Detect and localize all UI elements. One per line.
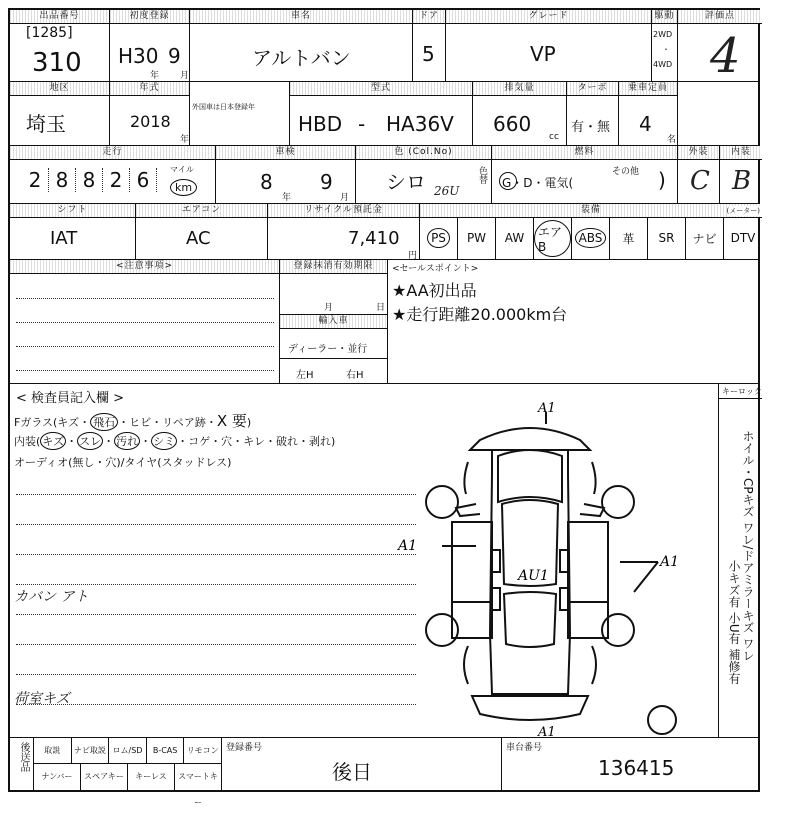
header-shaken: 車検 xyxy=(216,146,355,160)
cell-notes xyxy=(10,260,280,383)
odometer-digit: 8 xyxy=(76,168,103,192)
header-key-lock: キーロック xyxy=(722,387,762,396)
cell-interior xyxy=(720,146,762,203)
displacement: 660 xyxy=(493,112,532,136)
cell-fuel xyxy=(492,146,678,203)
header-first-reg: 初度登録 xyxy=(110,10,189,24)
header-aircon: エアコン xyxy=(136,204,267,218)
equipment-label: エアB xyxy=(534,220,571,257)
reg-no-value: 後日 xyxy=(332,760,372,784)
reg-month: 月 xyxy=(324,303,334,313)
odometer-digit: 6 xyxy=(130,168,157,192)
fuel-options: G・D・電気( xyxy=(502,176,574,190)
equipment-item xyxy=(648,217,686,259)
equipment-label: AW xyxy=(504,231,525,245)
shaken-month: 9 xyxy=(320,170,333,194)
cell-doors xyxy=(413,10,446,81)
score-value: 4 xyxy=(710,28,741,84)
month-unit: 月 xyxy=(180,71,190,81)
header-interior: 内装 xyxy=(720,146,762,160)
seats-unit: 名 xyxy=(667,135,677,145)
row-inspector xyxy=(10,384,762,738)
cell-first-reg xyxy=(110,10,190,81)
aircon: AC xyxy=(186,228,211,249)
seats: 4 xyxy=(639,112,652,136)
car-diagram xyxy=(380,384,680,738)
odometer xyxy=(22,168,157,194)
side-note-2: 小キズ有 小U有 補修有 xyxy=(727,560,741,685)
cell-exterior xyxy=(678,146,720,203)
lot-bracket: [1285] xyxy=(26,25,73,41)
side-note-1: ホイル・CPキズ ワレ/ドアミラーキズ ワレ xyxy=(741,430,755,662)
hand-note-2: 荷室キズ xyxy=(14,691,70,707)
mark-left: A1 xyxy=(398,538,418,554)
drive-2wd: 2WD xyxy=(653,30,673,39)
drive-4wd: 4WD xyxy=(653,60,673,69)
cell-lot xyxy=(10,10,110,81)
recycle-value: 7,410 xyxy=(348,228,400,249)
turbo: 有・無 xyxy=(571,120,611,135)
row-vehicle xyxy=(10,10,758,82)
accessory-label: リモコン xyxy=(184,738,222,764)
cell-region xyxy=(10,82,110,145)
shaken-month-unit: 月 xyxy=(340,193,350,203)
color-name: シロ xyxy=(386,170,426,194)
interior-grade: B xyxy=(732,166,752,196)
year-unit: 年 xyxy=(150,71,160,81)
header-fuel: 燃料 xyxy=(492,146,677,160)
grade: VP xyxy=(530,42,556,66)
header-region: 地区 xyxy=(10,82,109,96)
reg-day: 日 xyxy=(376,303,386,313)
header-inspector: < 検査員記入欄 > xyxy=(16,391,125,406)
header-notes: <注意事項> xyxy=(10,260,279,274)
mark-rear: A1 xyxy=(538,725,556,738)
equipment-item xyxy=(458,217,496,259)
import-right-hand: 右H xyxy=(346,370,364,381)
mark-right: A1 xyxy=(660,554,680,570)
equipment-label: ABS xyxy=(575,228,607,248)
cell-displacement xyxy=(473,82,567,145)
header-exterior: 外装 xyxy=(678,146,719,160)
accessory-label: ナビ取説 xyxy=(72,738,110,764)
shift: IAT xyxy=(50,228,78,249)
equipment-label: PS xyxy=(427,228,450,248)
header-import: 輸入車 xyxy=(280,315,387,329)
import-dealer: ディーラー・並行 xyxy=(288,344,368,355)
header-seats: 乗車定員 xyxy=(619,82,677,96)
model-prefix: HBD xyxy=(298,112,343,136)
header-turbo: ターボ xyxy=(567,82,618,96)
recycle-unit: 円 xyxy=(408,251,418,261)
fuel-close: ) xyxy=(658,168,666,192)
cell-grade xyxy=(446,10,652,81)
equipment-item xyxy=(610,217,648,259)
accessory-label: ロム/SD xyxy=(109,738,147,764)
equipment-label: DTV xyxy=(730,231,756,245)
first-reg-month: 9 xyxy=(168,44,181,68)
accessory-label: 取説 xyxy=(34,738,72,764)
key-lock-column xyxy=(718,384,762,737)
sales-point-1: ★AA初出品 xyxy=(392,281,477,300)
cell-chassis-no xyxy=(502,738,762,790)
cell-equipment xyxy=(420,204,762,259)
cell-reg-expiry xyxy=(280,260,388,383)
import-left-hand: 左H xyxy=(296,370,314,381)
header-drive: 駆動 xyxy=(652,10,677,24)
equipment-item xyxy=(534,217,572,259)
cell-color xyxy=(356,146,492,203)
header-mileage: 走行 xyxy=(10,146,215,160)
exterior-grade: C xyxy=(690,166,710,196)
cell-year xyxy=(110,82,190,145)
color-change: 色替 xyxy=(477,166,487,184)
meter-label: (メーター) xyxy=(726,207,760,215)
mark-front: A1 xyxy=(538,401,556,416)
header-score: 評価点 xyxy=(678,10,762,24)
header-year: 年式 xyxy=(110,82,189,96)
header-shift: シフト xyxy=(10,204,135,218)
lot-number: 310 xyxy=(32,48,82,78)
cell-seats xyxy=(619,82,678,145)
row-equipment xyxy=(10,204,758,260)
header-recycle: リサイクル預託金 xyxy=(268,204,419,218)
auction-sheet xyxy=(8,8,762,807)
header-color: 色 (Col.No) xyxy=(356,146,491,160)
header-reg-no: 登録番号 xyxy=(226,743,263,753)
equipment-list xyxy=(420,217,762,259)
accessory-label: スマートキー xyxy=(175,764,222,790)
accessory-label: ナンバー xyxy=(34,764,81,790)
header-lot-no: 出品番号 xyxy=(10,10,109,24)
cell-recycle xyxy=(268,204,420,259)
year: 2018 xyxy=(130,112,171,131)
equipment-label: 革 xyxy=(622,231,635,246)
mark-center: AU1 xyxy=(518,568,549,584)
bottom-labels xyxy=(34,738,222,807)
drive-dot: ・ xyxy=(662,45,670,54)
year-unit-2: 年 xyxy=(180,135,190,145)
cell-model-type xyxy=(290,82,473,145)
region: 埼玉 xyxy=(26,112,66,136)
cell-model-name xyxy=(190,10,413,81)
header-grade: グレード xyxy=(446,10,651,24)
hand-note-1: カバン アト xyxy=(14,589,89,605)
accessory-label: スペアキー xyxy=(81,764,128,790)
cell-turbo xyxy=(567,82,619,145)
cc-unit: cc xyxy=(549,132,559,142)
send-later-label: 後送品 xyxy=(18,742,29,772)
cell-drive xyxy=(652,10,678,81)
model-name: アルトバン xyxy=(252,46,351,70)
equipment-item xyxy=(420,217,458,259)
odometer-digit: 2 xyxy=(22,168,49,192)
cell-send-later xyxy=(10,738,34,790)
header-sales-points: <セールスポイント> xyxy=(392,264,479,274)
header-equipment: 装備 xyxy=(420,204,762,218)
cell-aircon xyxy=(136,204,268,259)
row-spec xyxy=(10,82,758,146)
equipment-item xyxy=(572,217,610,259)
header-chassis-no: 車台番号 xyxy=(506,743,543,753)
odometer-digit: 2 xyxy=(103,168,130,192)
cell-import-note xyxy=(190,82,290,145)
inspector-line-1: Fガラス(キズ・ 飛石 ・ヒビ・リペア跡・X 要) xyxy=(14,412,252,430)
header-displacement: 排気量 xyxy=(473,82,566,96)
shaken-year-unit: 年 xyxy=(282,193,292,203)
chassis-no-value: 136415 xyxy=(598,756,675,780)
equipment-item xyxy=(686,217,724,259)
first-reg-era-year: H30 xyxy=(118,44,159,68)
inspector-line-2: 内装( キズ ・ スレ ・ 汚れ ・ シミ ・コゲ・穴・キレ・破れ・剥れ) xyxy=(14,432,335,450)
cell-shaken xyxy=(216,146,356,203)
model-dash: - xyxy=(358,112,366,136)
header-model-name: 車名 xyxy=(190,10,412,24)
header-doors: ドア xyxy=(413,10,445,24)
mile-label: マイル xyxy=(170,165,194,174)
cell-mileage xyxy=(10,146,216,203)
row-bottom xyxy=(10,738,758,807)
fuel-g-circle xyxy=(499,172,517,190)
header-reg-expiry: 登録抹消有効期限 xyxy=(280,260,387,274)
equipment-label: SR xyxy=(658,231,675,245)
accessory-label: キーレス xyxy=(128,764,175,790)
row-notes xyxy=(10,260,758,384)
equipment-label: PW xyxy=(466,231,487,245)
color-code: 26U xyxy=(434,184,460,198)
row-mileage xyxy=(10,146,758,204)
accessory-label: B-CAS xyxy=(147,738,185,764)
odometer-digit: 8 xyxy=(49,168,76,192)
sales-point-2: ★走行距離20.000km台 xyxy=(392,305,568,324)
equipment-item xyxy=(496,217,534,259)
fuel-other: その他 xyxy=(612,167,640,177)
cell-reg-no xyxy=(222,738,502,790)
equipment-label: ナビ xyxy=(692,231,717,246)
equipment-item xyxy=(724,217,762,259)
cell-sales-points xyxy=(388,260,762,383)
doors: 5 xyxy=(422,42,435,66)
shaken-year: 8 xyxy=(260,170,273,194)
import-note: 外国車は日本登録年 xyxy=(192,103,255,111)
header-model-type: 型式 xyxy=(290,82,472,96)
km-unit: km xyxy=(170,179,197,196)
model-code: HA36V xyxy=(386,112,454,136)
cell-shift xyxy=(10,204,136,259)
inspector-line-3: オーディオ(無し・穴)/タイヤ(スタッドレス) xyxy=(14,456,232,469)
